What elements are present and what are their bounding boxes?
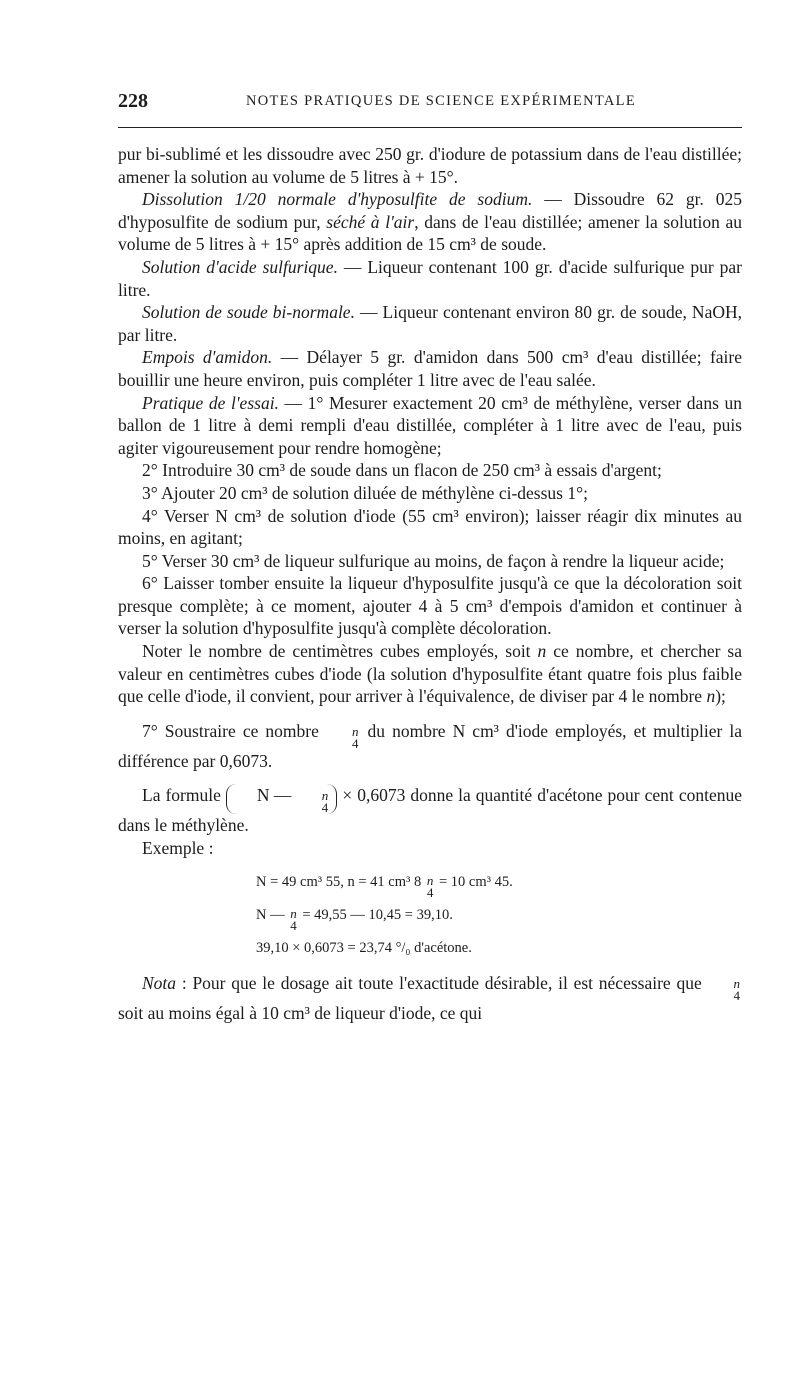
section-title-sulfuric: Solution d'acide sulfurique.	[142, 256, 338, 277]
section-title-procedure: Pratique de l'essai.	[142, 392, 279, 413]
example-calculation	[118, 866, 742, 964]
page-number: 228	[118, 90, 148, 112]
page-header	[118, 90, 742, 120]
paragraph-sulfuric-acid: Solution d'acide sulfurique. — Liqueur contenant 100 gr. d'acide sulfurique pur par litre.	[118, 256, 742, 300]
fraction-n-over-4: n 4	[321, 788, 329, 816]
example-line-2: N — n 4 = 49,55 — 10,45 = 39,10.	[256, 905, 453, 933]
paragraph-iodine-solution-end: pur bi-sublimé et les dissoudre avec 250 gr. d'iodure de potassium dans de l'eau distillée; amener la solution au volume de 5 litres à + 15°.	[118, 144, 742, 187]
paragraph-hyposulfite-solution: Dissolution 1/20 normale d'hyposulfite de sodium. — Dissoudre 62 gr. 025 d'hyposulfite de sodium pur, séché à l'air, dans de l'eau distillée; amener la solution au volume de 5 litres à + 15° après addition de 15 cm³ de soude.	[118, 189, 742, 255]
section-title-soda: Solution de soude bi-normale.	[142, 302, 355, 323]
section-title-hyposulfite: Dissolution 1/20 normale d'hyposulfite de sodium.	[142, 189, 533, 210]
paragraph-procedure-step7: 7° Soustraire ce nombre n 4 du nombre N cm³ d'iode employés, et multiplier la différence par 0,6073.	[118, 720, 742, 771]
paragraph-procedure-step1: Pratique de l'essai. — 1° Mesurer exactement 20 cm³ de méthylène, verser dans un ballon de 1 litre à demi rempli d'eau distillée, compléter à 1 litre avec de l'eau, puis agiter vigoureusement pour rendre homogène;	[118, 392, 742, 458]
nota-label: Nota	[142, 972, 177, 993]
formula-parenthesis: N — n 4	[226, 784, 337, 814]
running-title: NOTES PRATIQUES DE SCIENCE EXPÉRIMENTALE	[246, 93, 636, 109]
section-title-starch: Empois d'amidon.	[142, 347, 273, 368]
example-line-3: 39,10 × 0,6073 = 23,74 °/₀ d'acétone.	[256, 939, 472, 956]
fraction-n-over-4: n 4	[426, 872, 434, 900]
fraction-n-over-4: n 4	[290, 905, 297, 933]
paragraph-formula: La formule N — n 4 × 0,6073 donne la quantité d'acétone pour cent contenue dans le méthylène.	[118, 785, 742, 836]
paragraph-procedure-step4: 4° Verser N cm³ de solution d'iode (55 cm³ environ); laisser réagir dix minutes au moins, en agitant;	[118, 505, 742, 549]
example-line-1: N = 49 cm³ 55, n = 41 cm³ 8 n 4 = 10 cm³ 45.	[256, 872, 513, 900]
page-body	[118, 143, 742, 1024]
paragraph-nota: Nota : Pour que le dosage ait toute l'exactitude désirable, il est nécessaire que n 4 soit au moins égal à 10 cm³ de liqueur d'iode, ce qui	[118, 972, 740, 1023]
header-rule	[118, 127, 742, 128]
paragraph-procedure-step3: 3° Ajouter 20 cm³ de solution diluée de méthylène ci-dessus 1°;	[142, 482, 588, 503]
paragraph-procedure-step2: 2° Introduire 30 cm³ de soude dans un flacon de 250 cm³ à essais d'argent;	[142, 460, 662, 481]
paragraph-soda-solution: Solution de soude bi-normale. — Liqueur contenant environ 80 gr. de soude, NaOH, par litre.	[118, 302, 742, 345]
paragraph-starch: Empois d'amidon. — Délayer 5 gr. d'amidon dans 500 cm³ d'eau distillée; faire bouillir une heure environ, puis compléter 1 litre avec de l'eau salée.	[118, 347, 742, 390]
paragraph-procedure-step5: 5° Verser 30 cm³ de liqueur sulfurique au moins, de façon à rendre la liqueur acide;	[142, 550, 725, 571]
paragraph-note-n: Noter le nombre de centimètres cubes employés, soit n ce nombre, et chercher sa valeur en centimètres cubes d'iode (la solution d'hyposulfite étant quatre fois plus faible que celle d'iode, il convient, pour arriver à l'équivalence, de diviser par 4 le nombre n);	[118, 641, 742, 707]
fraction-n-over-4: n 4	[733, 975, 740, 1003]
fraction-n-over-4: n 4	[351, 723, 359, 751]
paragraph-procedure-step6: 6° Laisser tomber ensuite la liqueur d'hyposulfite jusqu'à ce que la décoloration soit presque complète; à ce moment, ajouter 4 à 5 cm³ d'empois d'amidon et continuer à verser la solution d'hyposulfite jusqu'à complète décoloration.	[118, 573, 742, 639]
paragraph-example-label: Exemple :	[142, 838, 214, 859]
